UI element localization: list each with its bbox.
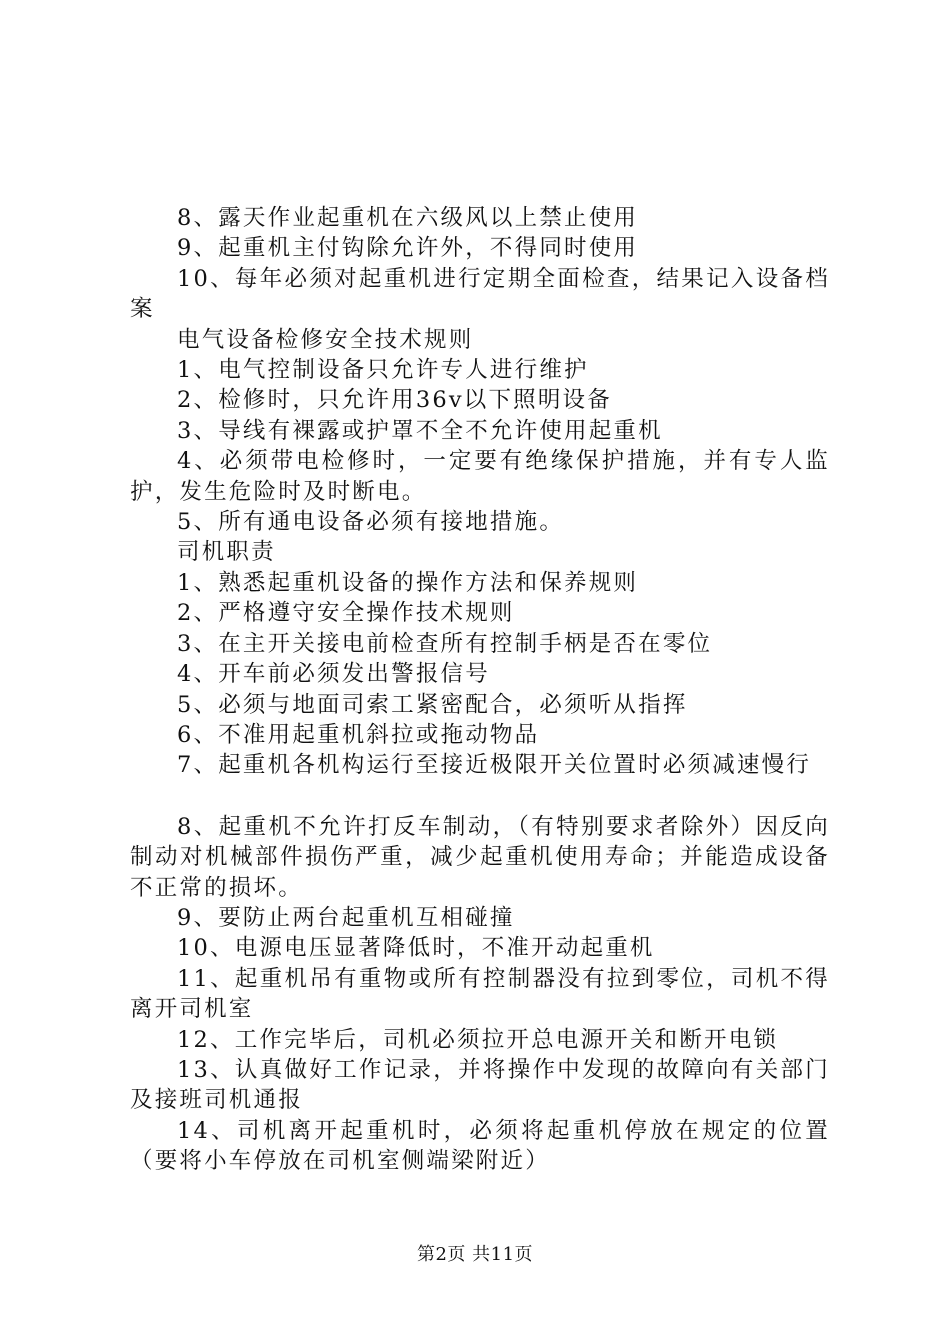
list-item: 11、起重机吊有重物或所有控制器没有拉到零位，司机不得离开司机室 bbox=[130, 965, 830, 1023]
list-item: 1、熟悉起重机设备的操作方法和保养规则 bbox=[177, 569, 639, 596]
list-item: 2、检修时，只允许用36v以下照明设备 bbox=[177, 387, 612, 414]
list-item-outdoor-wind: 8、露天作业起重机在六级风以上禁止使用 bbox=[177, 205, 639, 231]
page-number-label: 第2页 共11页 bbox=[416, 1244, 534, 1265]
list-item: 6、不准用起重机斜拉或拖动物品 bbox=[177, 721, 540, 748]
list-item: 2、严格遵守安全操作技术规则 bbox=[177, 600, 515, 627]
list-item: 7、起重机各机构运行至接近极限开关位置时必须减速慢行 bbox=[177, 752, 812, 779]
document-body bbox=[130, 203, 830, 1177]
list-item: 9、要防止两台起重机互相碰撞 bbox=[177, 904, 515, 931]
list-item-annual-inspection: 10、每年必须对起重机进行定期全面检查，结果记入设备档案 bbox=[130, 265, 830, 323]
section-heading-driver-duties: 司机职责 bbox=[177, 539, 276, 566]
section-heading-electrical: 电气设备检修安全技术规则 bbox=[177, 326, 474, 353]
list-item: 10、电源电压显著降低时，不准开动起重机 bbox=[177, 935, 655, 962]
list-item: 14、司机离开起重机时，必须将起重机停放在规定的位置（要将小车停放在司机室侧端梁附近） bbox=[130, 1117, 830, 1175]
list-item: 1、电气控制设备只允许专人进行维护 bbox=[177, 357, 589, 384]
list-item: 12、工作完毕后，司机必须拉开总电源开关和断开电锁 bbox=[177, 1026, 779, 1053]
list-item: 3、导线有裸露或护罩不全不允许使用起重机 bbox=[177, 417, 663, 444]
list-item: 8、起重机不允许打反车制动，（有特别要求者除外）因反向制动对机械部件损伤严重，减少起重机使用寿命；并能造成设备不正常的损坏。 bbox=[130, 813, 830, 901]
list-item: 13、认真做好工作记录，并将操作中发现的故障向有关部门及接班司机通报 bbox=[130, 1056, 830, 1114]
list-item: 3、在主开关接电前检查所有控制手柄是否在零位 bbox=[177, 630, 713, 657]
list-item: 5、所有通电设备必须有接地措施。 bbox=[177, 509, 565, 536]
list-item: 4、开车前必须发出警报信号 bbox=[177, 661, 490, 688]
page-footer bbox=[0, 1240, 950, 1266]
list-item: 5、必须与地面司索工紧密配合，必须听从指挥 bbox=[177, 691, 688, 718]
list-item: 4、必须带电检修时，一定要有绝缘保护措施，并有专人监护，发生危险时及时断电。 bbox=[130, 448, 830, 505]
list-item-hooks: 9、起重机主付钩除允许外，不得同时使用 bbox=[177, 235, 639, 262]
